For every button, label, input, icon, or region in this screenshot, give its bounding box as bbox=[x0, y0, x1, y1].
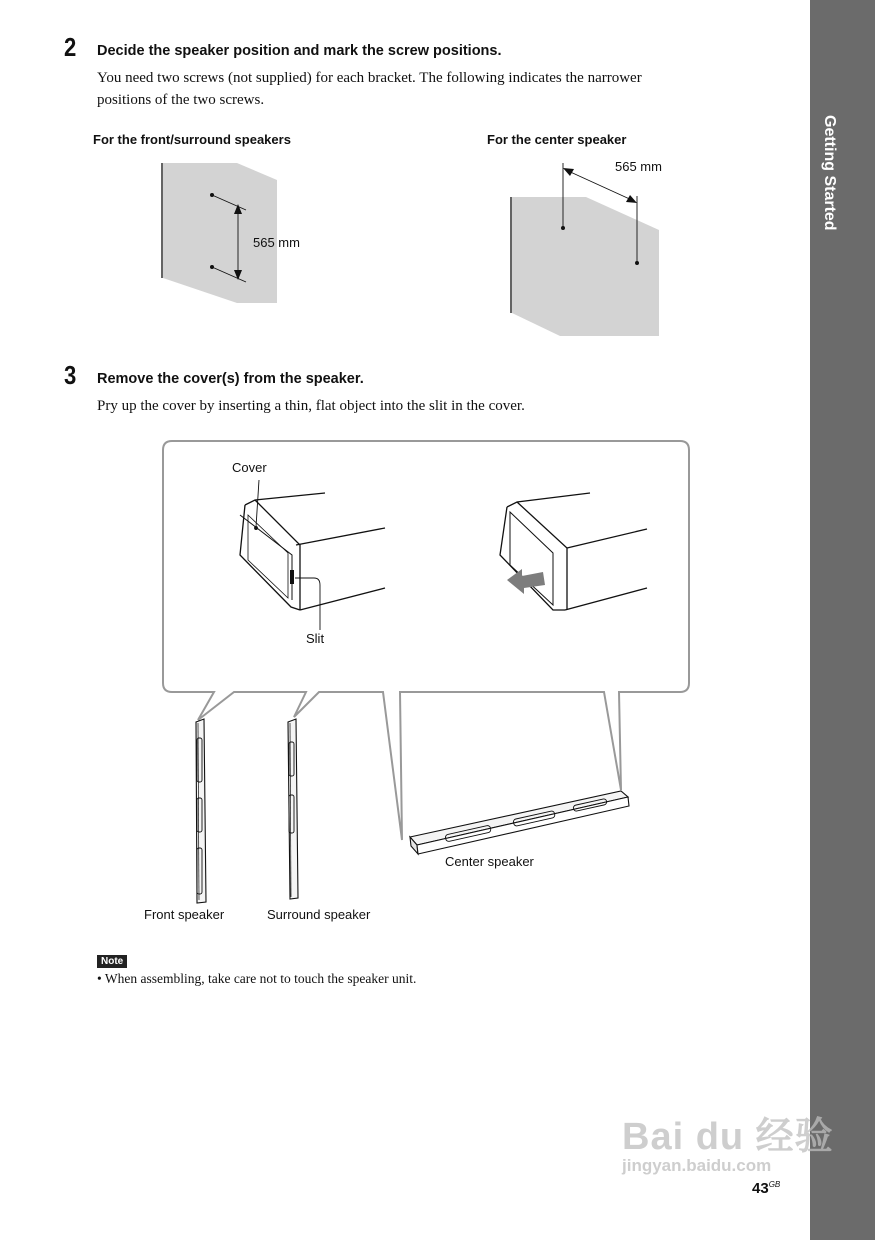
center-heading: For the center speaker bbox=[487, 132, 627, 147]
front-speaker-label: Front speaker bbox=[144, 907, 225, 922]
step-2-body-line-2: positions of the two screws. bbox=[97, 92, 265, 108]
watermark-url: jingyan.baidu.com bbox=[622, 1156, 772, 1175]
note-badge: Note bbox=[97, 955, 127, 968]
callout-box bbox=[163, 441, 689, 840]
surround-speaker-label: Surround speaker bbox=[267, 907, 371, 922]
step-2-title: Decide the speaker position and mark the screw positions. bbox=[97, 43, 502, 59]
slit-label: Slit bbox=[306, 631, 325, 646]
front-surround-heading: For the front/surround speakers bbox=[93, 132, 291, 147]
note-text: • When assembling, take care not to touch the speaker unit. bbox=[97, 971, 417, 986]
baidu-watermark bbox=[622, 1105, 834, 1176]
center-speaker bbox=[410, 791, 629, 854]
front-speaker bbox=[196, 719, 206, 903]
page-number-value: 43 bbox=[752, 1180, 769, 1197]
cover-label: Cover bbox=[232, 460, 267, 475]
page-number-suffix: GB bbox=[768, 1180, 781, 1189]
center-distance-label: 565 mm bbox=[615, 159, 662, 174]
step-3-title: Remove the cover(s) from the speaker. bbox=[97, 371, 364, 387]
step-2-body-line-1: You need two screws (not supplied) for each bracket. The following indicates the narrower bbox=[97, 70, 642, 86]
step-3-body: Pry up the cover by inserting a thin, flat object into the slit in the cover. bbox=[97, 398, 525, 414]
watermark-brand: Bai du 经验 bbox=[622, 1116, 834, 1158]
center-speaker-label: Center speaker bbox=[445, 854, 534, 869]
side-tab-label: Getting Started bbox=[821, 115, 838, 231]
step-3-number: 3 bbox=[64, 360, 77, 390]
center-wall-diagram bbox=[511, 163, 659, 336]
front-distance-label: 565 mm bbox=[253, 235, 300, 250]
page-number bbox=[752, 1180, 780, 1197]
step-2-number: 2 bbox=[64, 32, 77, 62]
front-wall-diagram bbox=[162, 163, 277, 303]
surround-speaker bbox=[288, 719, 298, 899]
